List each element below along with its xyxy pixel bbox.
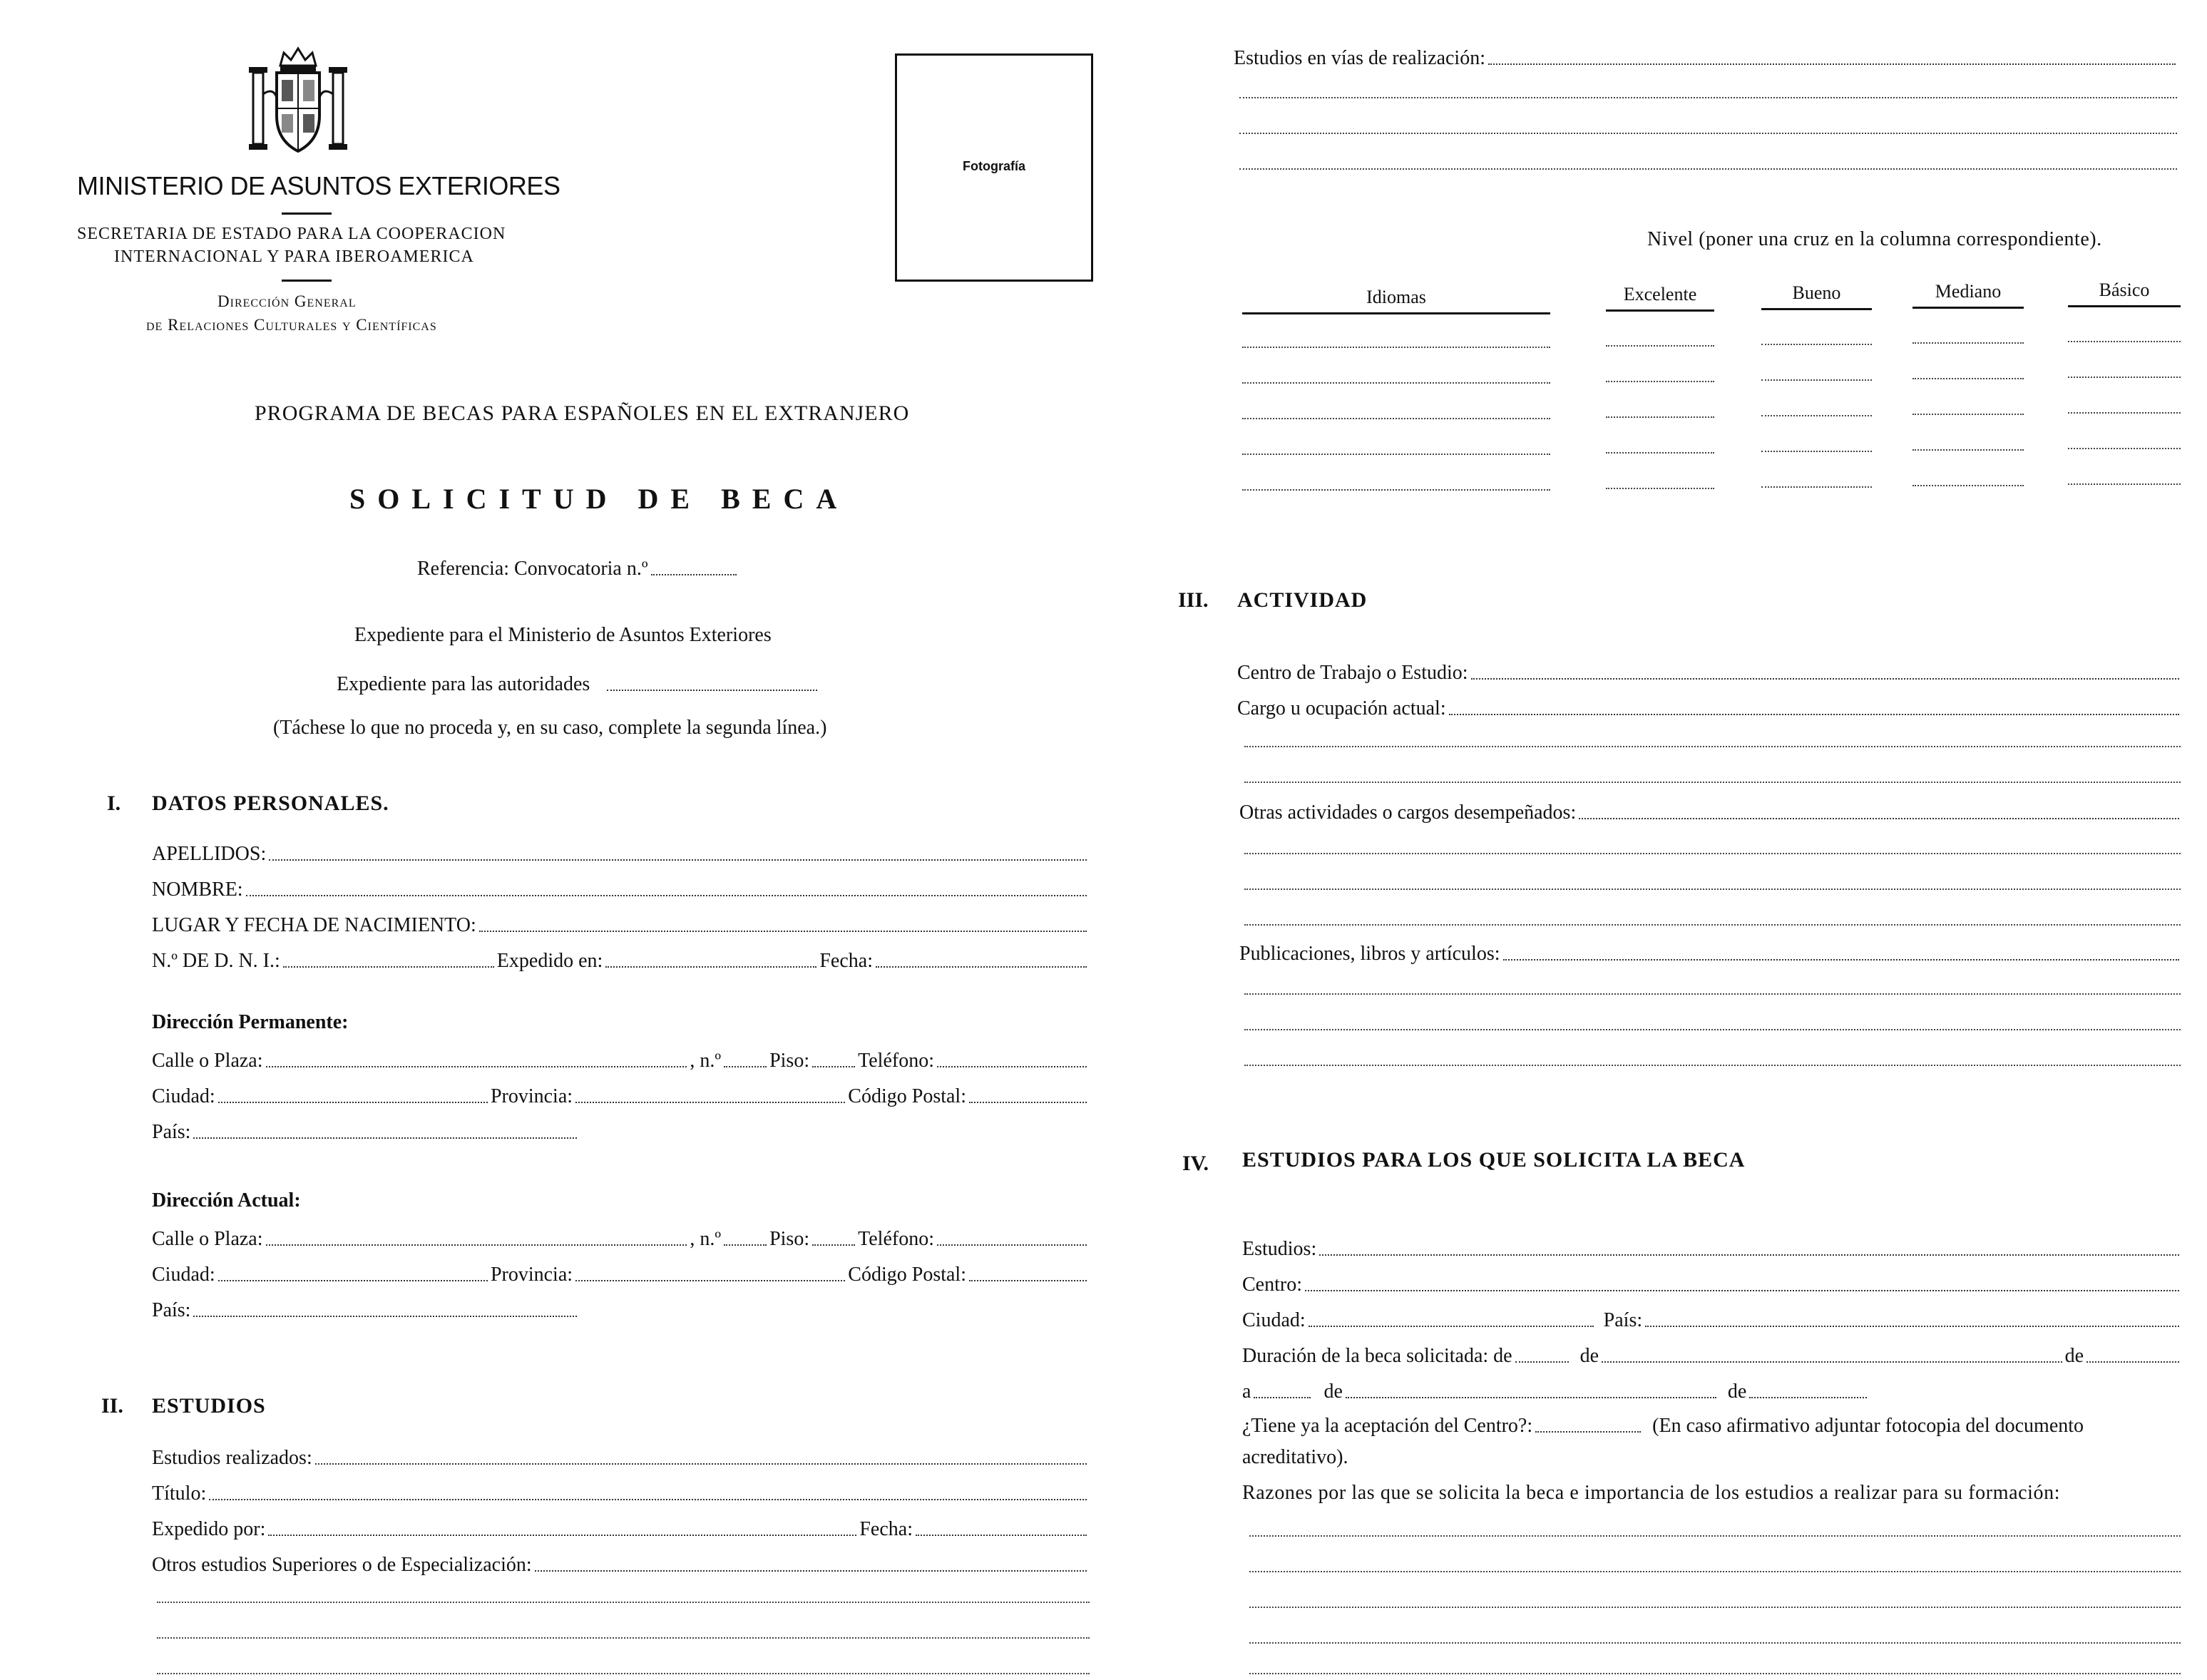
lang-cell-idioma[interactable] — [1242, 453, 1550, 455]
act-numero-label: , n.º — [690, 1228, 722, 1250]
lang-col-mediano: Mediano — [1935, 281, 2002, 302]
lang-cell-excelente[interactable] — [1606, 487, 1714, 489]
perm-telefono-field[interactable] — [937, 1065, 1087, 1067]
expedido-por-row — [152, 1515, 1090, 1541]
razones-line[interactable] — [1249, 1535, 2181, 1537]
perm-telefono-label: Teléfono: — [858, 1050, 934, 1072]
duracion-hasta-dia-field[interactable] — [1254, 1396, 1311, 1398]
lang-cell-idioma[interactable] — [1242, 488, 1550, 491]
expediente-ministerio[interactable]: Expediente para el Ministerio de Asuntos Exteriores — [354, 624, 772, 646]
duracion-hasta-de-label: de — [1323, 1381, 1343, 1403]
direccion-actual-title: Dirección Actual: — [152, 1189, 301, 1212]
duracion-hasta-anio-field[interactable] — [1749, 1396, 1867, 1398]
section-2-number: II. — [101, 1394, 123, 1418]
aceptacion-field[interactable] — [1535, 1430, 1641, 1433]
centro-trabajo-label: Centro de Trabajo o Estudio: — [1237, 662, 1468, 684]
lang-cell-excelente[interactable] — [1606, 344, 1714, 347]
apellidos-field[interactable] — [269, 859, 1087, 861]
lang-cell-mediano[interactable] — [1912, 342, 2024, 344]
act-calle-field[interactable] — [266, 1244, 687, 1246]
perm-pais-label: País: — [152, 1121, 191, 1143]
apellidos-row — [152, 840, 1090, 866]
dni-label: N.º DE D. N. I.: — [152, 950, 280, 972]
act-pais-row — [152, 1296, 580, 1322]
lang-cell-excelente[interactable] — [1606, 380, 1714, 382]
perm-cp-label: Código Postal: — [848, 1085, 966, 1107]
otras-actividades-row — [1239, 799, 2182, 824]
titulo-field[interactable] — [209, 1498, 1087, 1500]
perm-ciudad-field[interactable] — [218, 1101, 488, 1103]
act-ciudad-label: Ciudad: — [152, 1264, 215, 1286]
divider — [282, 212, 332, 215]
lang-header-rule — [1761, 308, 1872, 310]
act-telefono-label: Teléfono: — [858, 1228, 934, 1250]
razones-line[interactable] — [1249, 1641, 2181, 1644]
direccion-line-2: de Relaciones Culturales y Científicas — [146, 316, 437, 334]
lang-cell-excelente[interactable] — [1606, 451, 1714, 454]
act-piso-field[interactable] — [812, 1244, 855, 1246]
en-vias-row — [1234, 44, 2178, 70]
en-vias-line[interactable] — [1239, 168, 2177, 170]
act-provincia-field[interactable] — [575, 1279, 845, 1281]
razones-line[interactable] — [1249, 1606, 2181, 1608]
titulo-row — [152, 1480, 1090, 1505]
section-4-title: ESTUDIOS PARA LOS QUE SOLICITA LA BECA — [1242, 1148, 1746, 1172]
act-ciudad-field[interactable] — [218, 1279, 488, 1281]
secretaria-line-2: INTERNACIONAL Y PARA IBEROAMERICA — [114, 247, 474, 266]
duracion-label: Duración de la beca solicitada: de — [1242, 1345, 1512, 1367]
duracion-hasta-de-label-2: de — [1727, 1381, 1747, 1403]
apellidos-label: APELLIDOS: — [152, 843, 267, 865]
programa-title: PROGRAMA DE BECAS PARA ESPAÑOLES EN EL EXTRANJERO — [255, 401, 910, 425]
section-1-number: I. — [107, 792, 121, 815]
perm-calle-label: Calle o Plaza: — [152, 1050, 263, 1072]
iv-centro-field[interactable] — [1305, 1289, 2179, 1291]
perm-pais-row — [152, 1118, 580, 1144]
nombre-label: NOMBRE: — [152, 879, 243, 901]
lang-cell-bueno[interactable] — [1761, 486, 1872, 488]
duracion-a-label: a — [1242, 1381, 1251, 1403]
act-piso-label: Piso: — [769, 1228, 810, 1250]
perm-numero-field[interactable] — [724, 1065, 767, 1067]
act-cp-field[interactable] — [969, 1279, 1087, 1281]
duracion-anio-field[interactable] — [2086, 1361, 2179, 1363]
fecha-label: Fecha: — [819, 950, 873, 972]
dni-field[interactable] — [283, 966, 494, 968]
act-numero-field[interactable] — [724, 1244, 767, 1246]
lang-cell-basico[interactable] — [2068, 376, 2181, 378]
section-1-title: DATOS PERSONALES. — [152, 792, 389, 815]
dni-row — [152, 947, 1090, 973]
otros-estudios-line[interactable] — [157, 1637, 1090, 1639]
nombre-row — [152, 876, 1090, 901]
cargo-line[interactable] — [1244, 781, 2181, 783]
titulo-fecha-label: Fecha: — [859, 1518, 913, 1540]
act-ciudad-row — [152, 1261, 1090, 1286]
iv-ciudad-label: Ciudad: — [1242, 1309, 1306, 1331]
section-4-number: IV. — [1182, 1152, 1209, 1175]
otras-actividades-line[interactable] — [1244, 923, 2181, 926]
iv-estudios-label: Estudios: — [1242, 1238, 1317, 1260]
section-3-number: III. — [1178, 588, 1209, 612]
perm-piso-label: Piso: — [769, 1050, 810, 1072]
publicaciones-label: Publicaciones, libros y artículos: — [1239, 943, 1500, 965]
en-vias-field[interactable] — [1488, 63, 2176, 65]
iv-centro-row — [1242, 1271, 2182, 1296]
expedido-en-label: Expedido en: — [496, 950, 603, 972]
lang-cell-mediano[interactable] — [1912, 449, 2024, 451]
aceptacion-row — [1242, 1412, 2182, 1438]
section-3-title: ACTIVIDAD — [1237, 588, 1368, 612]
nombre-field[interactable] — [246, 894, 1087, 896]
cargo-field[interactable] — [1449, 713, 2179, 715]
otras-actividades-label: Otras actividades o cargos desempeñados: — [1239, 801, 1577, 824]
iv-ciudad-field[interactable] — [1309, 1325, 1594, 1327]
estudios-realizados-label: Estudios realizados: — [152, 1447, 312, 1469]
act-pais-label: País: — [152, 1299, 191, 1321]
perm-pais-field[interactable] — [193, 1137, 577, 1139]
ministry-name: MINISTERIO DE ASUNTOS EXTERIORES — [77, 171, 560, 200]
expedido-por-label: Expedido por: — [152, 1518, 266, 1540]
lang-header-rule — [1912, 307, 2024, 309]
en-vias-line[interactable] — [1239, 96, 2177, 98]
iv-pais-label: País: — [1603, 1309, 1643, 1331]
otros-estudios-line[interactable] — [157, 1672, 1090, 1674]
expedido-por-field[interactable] — [268, 1534, 856, 1536]
duracion-mes-field[interactable] — [1602, 1361, 2062, 1363]
perm-provincia-label: Provincia: — [490, 1085, 573, 1107]
publicaciones-row — [1239, 940, 2182, 966]
duracion-dia-field[interactable] — [1515, 1361, 1569, 1363]
referencia-row — [417, 555, 774, 580]
lang-cell-basico[interactable] — [2068, 447, 2181, 449]
fecha-field[interactable] — [876, 966, 1087, 968]
lang-col-idiomas: Idiomas — [1366, 287, 1426, 307]
act-calle-row — [152, 1225, 1090, 1251]
section-2-title: ESTUDIOS — [152, 1394, 266, 1418]
referencia-label: Referencia: Convocatoria n.º — [417, 558, 648, 580]
coat-of-arms-icon — [245, 44, 352, 158]
lang-cell-idioma[interactable] — [1242, 381, 1550, 384]
perm-ciudad-label: Ciudad: — [152, 1085, 215, 1107]
iv-estudios-row — [1242, 1235, 2182, 1261]
photo-box[interactable] — [895, 53, 1093, 282]
secretaria-line-1: SECRETARIA DE ESTADO PARA LA COOPERACION — [77, 225, 506, 243]
lang-cell-bueno[interactable] — [1761, 379, 1872, 381]
cargo-row — [1237, 695, 2182, 720]
divider — [282, 280, 332, 282]
centro-trabajo-row — [1237, 659, 2182, 685]
publicaciones-line[interactable] — [1244, 993, 2181, 995]
lugar-fecha-row — [152, 911, 1090, 937]
act-telefono-field[interactable] — [937, 1244, 1087, 1246]
cargo-line[interactable] — [1244, 745, 2181, 747]
nivel-note: Nivel (poner una cruz en la columna correspondiente). — [1647, 228, 2102, 250]
iv-estudios-field[interactable] — [1319, 1254, 2179, 1256]
estudios-realizados-row — [152, 1444, 1090, 1470]
otras-actividades-field[interactable] — [1579, 817, 2179, 819]
lang-cell-idioma[interactable] — [1242, 417, 1550, 419]
duracion-de-label: de — [1579, 1345, 1599, 1367]
cargo-label: Cargo u ocupación actual: — [1237, 697, 1446, 719]
photo-label: Fotografía — [963, 159, 1025, 173]
perm-piso-field[interactable] — [812, 1065, 855, 1067]
otros-estudios-field[interactable] — [535, 1569, 1087, 1572]
tachese-note: (Táchese lo que no proceda y, en su caso, complete la segunda línea.) — [273, 717, 827, 739]
lang-cell-basico[interactable] — [2068, 340, 2181, 342]
lang-header-rule — [2068, 305, 2181, 307]
act-calle-label: Calle o Plaza: — [152, 1228, 263, 1250]
duracion-hasta-mes-field[interactable] — [1346, 1396, 1716, 1398]
otros-estudios-row — [152, 1551, 1090, 1577]
perm-numero-label: , n.º — [690, 1050, 722, 1072]
document-title: SOLICITUD DE BECA — [349, 483, 849, 515]
expedido-en-field[interactable] — [605, 966, 816, 968]
perm-ciudad-row — [152, 1082, 1090, 1108]
otros-estudios-line[interactable] — [157, 1601, 1090, 1603]
act-pais-field[interactable] — [193, 1315, 577, 1317]
lang-cell-bueno[interactable] — [1761, 343, 1872, 345]
iv-ciudad-row — [1242, 1306, 2182, 1332]
centro-trabajo-field[interactable] — [1471, 677, 2179, 680]
publicaciones-line[interactable] — [1244, 1064, 2181, 1066]
act-cp-label: Código Postal: — [848, 1264, 966, 1286]
lang-cell-bueno[interactable] — [1761, 414, 1872, 416]
otras-actividades-line[interactable] — [1244, 852, 2181, 854]
iv-pais-field[interactable] — [1645, 1325, 2179, 1327]
lang-col-excelente: Excelente — [1623, 284, 1697, 304]
razones-label: Razones por las que se solicita la beca e importancia de los estudios a realizar para su formación: — [1242, 1482, 2061, 1504]
duracion-de-label-2: de — [2064, 1345, 2084, 1367]
direccion-permanente-title: Dirección Permanente: — [152, 1011, 349, 1033]
lang-header-rule — [1242, 312, 1550, 314]
lugar-fecha-label: LUGAR Y FECHA DE NACIMIENTO: — [152, 914, 476, 936]
lang-cell-basico[interactable] — [2068, 483, 2181, 485]
aceptacion-note: (En caso afirmativo adjuntar fotocopia del documento — [1652, 1415, 2084, 1437]
razones-line[interactable] — [1249, 1672, 2181, 1674]
razones-line[interactable] — [1249, 1570, 2181, 1572]
lang-col-bueno: Bueno — [1792, 282, 1841, 303]
lang-cell-idioma[interactable] — [1242, 346, 1550, 348]
direccion-line-1: Dirección General — [217, 292, 357, 310]
lang-cell-mediano[interactable] — [1912, 413, 2024, 415]
perm-cp-field[interactable] — [969, 1101, 1087, 1103]
lang-col-basico: Básico — [2099, 280, 2150, 300]
publicaciones-field[interactable] — [1503, 958, 2180, 961]
perm-calle-row — [152, 1047, 1090, 1072]
lang-header-rule — [1606, 309, 1714, 312]
en-vias-label: Estudios en vías de realización: — [1234, 47, 1485, 69]
otros-estudios-label: Otros estudios Superiores o de Especialización: — [152, 1554, 532, 1576]
duracion-hasta-row — [1242, 1378, 1870, 1403]
aceptacion-label: ¿Tiene ya la aceptación del Centro?: — [1242, 1415, 1533, 1437]
perm-provincia-field[interactable] — [575, 1101, 845, 1103]
act-provincia-label: Provincia: — [490, 1264, 573, 1286]
lang-cell-mediano[interactable] — [1912, 377, 2024, 379]
titulo-label: Título: — [152, 1482, 207, 1505]
lang-cell-mediano[interactable] — [1912, 484, 2024, 486]
titulo-fecha-field[interactable] — [916, 1534, 1087, 1536]
iv-centro-label: Centro: — [1242, 1274, 1302, 1296]
duracion-row — [1242, 1342, 2182, 1368]
lang-cell-bueno[interactable] — [1761, 450, 1872, 452]
referencia-field[interactable] — [651, 573, 737, 575]
en-vias-line[interactable] — [1239, 132, 2177, 134]
expediente-autoridades-field[interactable] — [607, 689, 817, 691]
acreditativo-note: acreditativo). — [1242, 1446, 1348, 1468]
estudios-realizados-field[interactable] — [315, 1463, 1087, 1465]
lang-cell-excelente[interactable] — [1606, 416, 1714, 418]
lang-cell-basico[interactable] — [2068, 411, 2181, 414]
publicaciones-line[interactable] — [1244, 1028, 2181, 1030]
expediente-autoridades-label[interactable]: Expediente para las autoridades — [337, 673, 590, 695]
expediente-autoridades-row — [337, 670, 850, 696]
otras-actividades-line[interactable] — [1244, 888, 2181, 890]
perm-calle-field[interactable] — [266, 1065, 687, 1067]
lugar-fecha-field[interactable] — [479, 930, 1087, 932]
